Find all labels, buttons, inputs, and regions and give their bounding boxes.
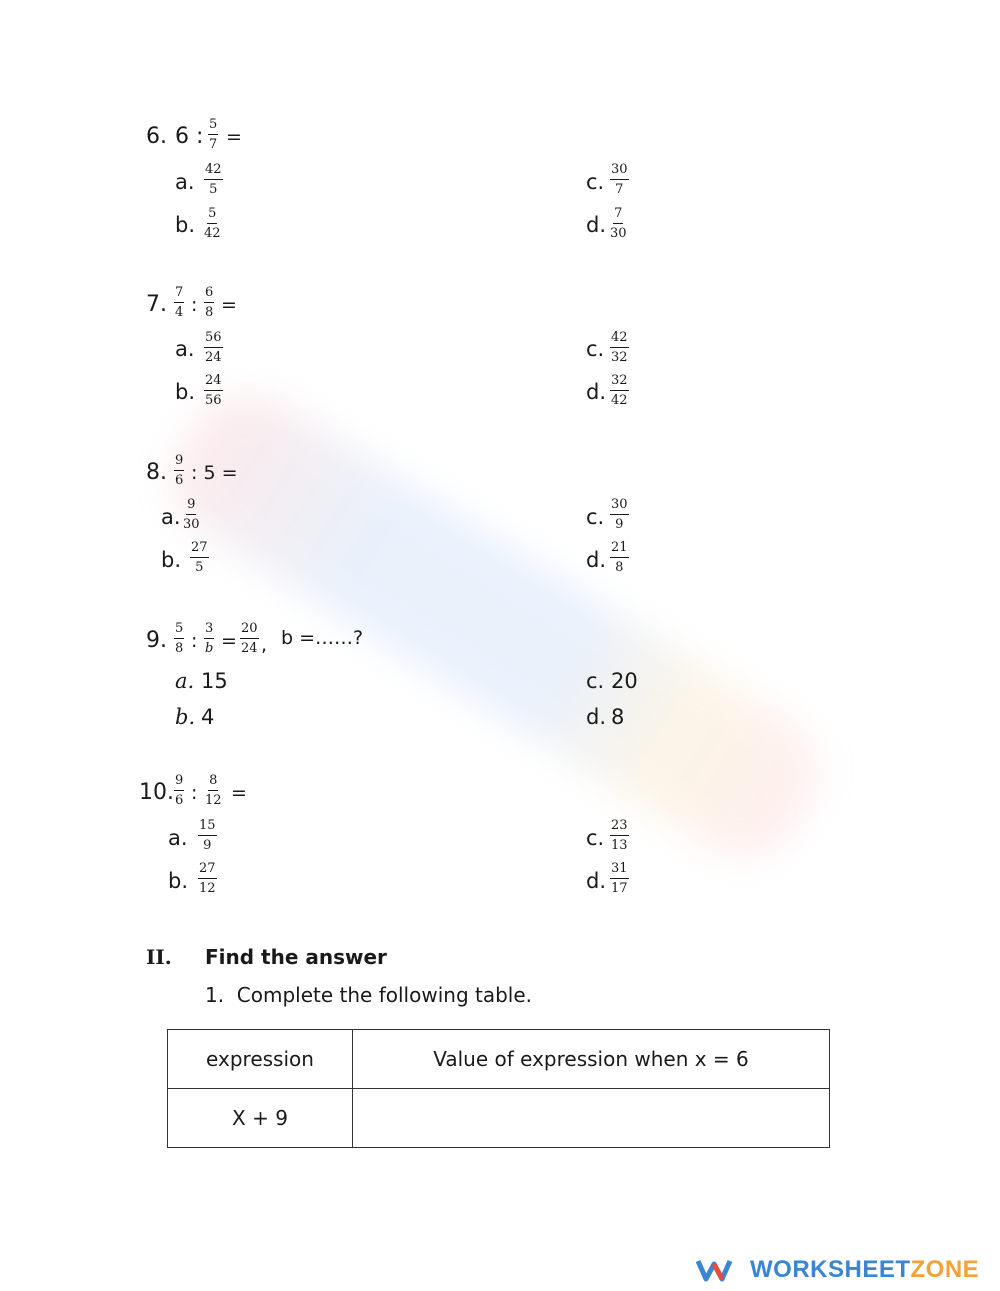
fraction: $\frac{3}{b}$ — [204, 621, 214, 656]
option-c-fraction[interactable]: $\frac{30}{9}$ — [611, 497, 628, 532]
option-c-fraction[interactable]: $\frac{42}{32}$ — [611, 330, 628, 365]
option-label: d. — [586, 380, 607, 404]
question-number: 10. — [139, 780, 174, 805]
fraction: $\frac{8}{12}$ — [205, 773, 222, 808]
option-label: a. — [175, 170, 195, 194]
option-c-fraction[interactable]: $\frac{30}{7}$ — [611, 162, 628, 197]
option-label: c. — [586, 826, 605, 850]
option-d-value[interactable]: 8 — [611, 705, 625, 729]
option-a-fraction[interactable]: $\frac{56}{24}$ — [205, 330, 222, 365]
option-b-value[interactable]: 4 — [201, 705, 215, 729]
divide-sign: : — [191, 782, 198, 804]
option-a-fraction[interactable]: $\frac{15}{9}$ — [199, 818, 216, 853]
table-row — [168, 1089, 830, 1148]
fraction: $\frac{6}{8}$ — [205, 285, 214, 320]
option-b-fraction[interactable]: $\frac{27}{5}$ — [191, 540, 208, 575]
fraction: $\frac{20}{24}$ — [241, 621, 258, 656]
option-label: d. — [586, 705, 607, 729]
option-c-fraction[interactable]: $\frac{23}{13}$ — [611, 818, 628, 853]
option-label: a. — [175, 669, 195, 693]
question-prefix: 6 : — [175, 124, 204, 149]
equals-sign: = — [226, 126, 242, 148]
option-label: d. — [586, 548, 607, 572]
section-item: 1. Complete the following table. — [205, 983, 533, 1007]
option-d-fraction[interactable]: $\frac{31}{17}$ — [611, 861, 628, 896]
option-a-fraction[interactable]: $\frac{9}{30}$ — [183, 497, 200, 532]
option-d-fraction[interactable]: $\frac{32}{42}$ — [611, 373, 628, 408]
option-label: c. — [586, 337, 605, 361]
option-label: d. — [586, 213, 607, 237]
question-number: 9. — [146, 628, 167, 653]
table-cell: X + 9 — [168, 1089, 353, 1148]
option-b-fraction[interactable]: $\frac{27}{12}$ — [199, 861, 216, 896]
option-b-fraction[interactable]: $\frac{5}{42}$ — [204, 206, 221, 241]
question-number: 8. — [146, 460, 167, 485]
worksheetzone-logo — [696, 1256, 979, 1284]
answer-cell[interactable] — [353, 1089, 830, 1148]
comma: , — [261, 634, 268, 656]
table-header-cell: Value of expression when x = 6 — [353, 1030, 830, 1089]
option-label: a. — [168, 826, 188, 850]
option-d-fraction[interactable]: $\frac{7}{30}$ — [610, 206, 627, 241]
option-d-fraction[interactable]: $\frac{21}{8}$ — [611, 540, 628, 575]
fraction: $\frac{7}{4}$ — [175, 285, 184, 320]
w-logo-icon — [696, 1258, 736, 1282]
option-label: b. — [175, 380, 196, 404]
question-suffix: : 5 = — [191, 462, 238, 484]
option-label: c. — [586, 170, 605, 194]
table-header-row — [168, 1030, 830, 1089]
equals-sign: = — [221, 630, 237, 652]
option-a-value[interactable]: 15 — [201, 669, 228, 693]
section-title: Find the answer — [205, 945, 387, 969]
expression-table — [167, 1029, 830, 1148]
option-label: c. — [586, 669, 605, 693]
option-label: b. — [175, 213, 196, 237]
option-label: b. — [175, 705, 196, 729]
equals-sign: = — [221, 294, 237, 316]
option-b-fraction[interactable]: $\frac{24}{56}$ — [205, 373, 222, 408]
option-label: a. — [161, 505, 181, 529]
question-number: 7. — [146, 292, 167, 317]
option-c-value[interactable]: 20 — [611, 669, 638, 693]
fraction: $\frac{5}{7}$ — [209, 117, 218, 152]
fraction: $\frac{9}{6}$ — [175, 773, 184, 808]
equals-sign: = — [231, 782, 247, 804]
option-a-fraction[interactable]: $\frac{42}{5}$ — [205, 162, 222, 197]
option-label: c. — [586, 505, 605, 529]
brand-name: WORKSHEETZONE — [750, 1256, 980, 1283]
option-label: a. — [175, 337, 195, 361]
table-header-cell: expression — [168, 1030, 353, 1089]
option-label: b. — [161, 548, 182, 572]
question-tail: b =……? — [281, 627, 364, 649]
divide-sign: : — [191, 630, 198, 652]
option-label: d. — [586, 869, 607, 893]
section-numeral: II. — [146, 945, 172, 969]
divide-sign: : — [191, 294, 198, 316]
fraction: $\frac{5}{8}$ — [175, 621, 184, 656]
question-number: 6. — [146, 124, 167, 149]
fraction: $\frac{9}{6}$ — [175, 453, 184, 488]
option-label: b. — [168, 869, 189, 893]
